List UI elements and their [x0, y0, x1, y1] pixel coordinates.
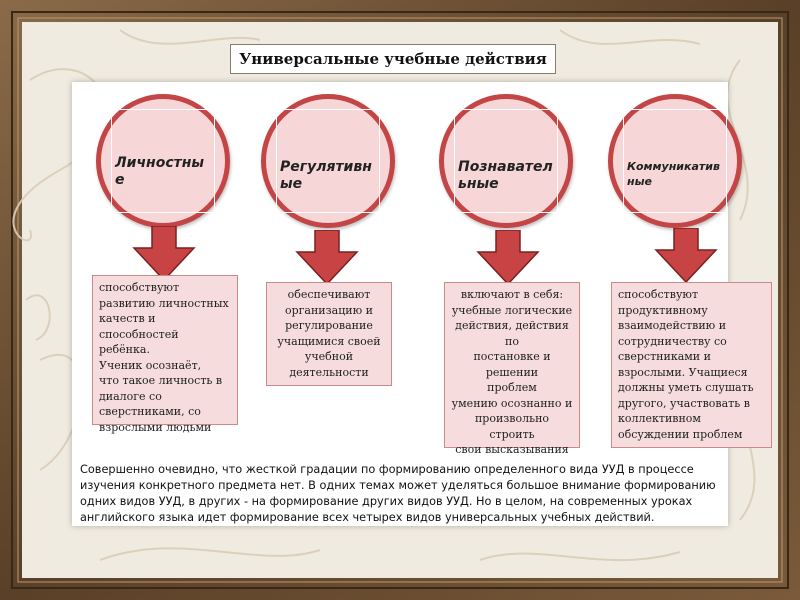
circle-label-communicative: Коммуникативные	[627, 160, 720, 188]
description-personal: способствуют развитию личностных качеств и способностей ребёнка. Ученик осознаёт, что такое личность в диалоге со сверстниками, со взрослыми людьми	[92, 275, 238, 425]
arrow-down-icon	[132, 226, 196, 282]
description-cognitive: включают в себя: учебные логические действия, действия по постановке и решении проблем умению осознанно и произвольно строить свои высказывания	[444, 282, 580, 448]
arrow-down-icon	[654, 228, 718, 284]
summary-paragraph: Совершенно очевидно, что жесткой градации по формированию определенного вида УУД в процессе изучения конкретного предмета нет. В одних темах может уделяться большое внимание формированию одних видов УУД, в других - на формирование других видов УУД. Но в целом, на современных уроках английского языка идет формирование всех четырех видов универсальных учебных действий.	[80, 463, 716, 524]
circle-regulatory	[261, 94, 395, 228]
circle-communicative	[608, 94, 742, 228]
description-communicative: способствуют продуктивному взаимодействию и сотрудничеству со сверстниками и взрослыми. Учащиеся должны уметь слушать другого, участвовать в коллективном обсуждении проблем	[611, 282, 772, 448]
circle-label-personal: Личностные	[115, 155, 205, 188]
circle-label-regulatory: Регулятивные	[280, 159, 372, 192]
description-regulatory: обеспечивают организацию и регулирование учащимися своей учебной деятельности	[266, 282, 392, 386]
circle-personal	[96, 94, 230, 228]
arrow-down-icon	[295, 230, 359, 286]
arrow-down-icon	[476, 230, 540, 286]
page-title: Универсальные учебные действия	[230, 44, 556, 74]
circle-label-cognitive: Познавательные	[458, 159, 553, 192]
circle-cognitive	[439, 94, 573, 228]
